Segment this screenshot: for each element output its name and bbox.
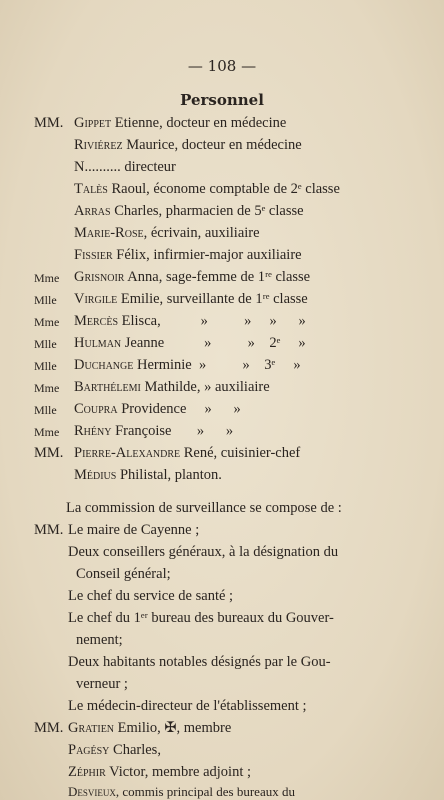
person-name: Duchange (74, 357, 134, 373)
person-name: Grisnoir (74, 269, 125, 285)
person-name: Gratien (68, 720, 115, 736)
line-prefix: Mlle (34, 359, 57, 373)
commission-line: Deux conseillers généraux, à la désignation du (68, 544, 339, 560)
person-detail: Etienne, docteur en médecine (111, 115, 287, 131)
member-entry (68, 784, 295, 800)
person-name: Pierre-Alexandre (74, 445, 181, 461)
personnel-entry (74, 467, 222, 484)
line-prefix: Mme (34, 271, 60, 285)
commission-line: Le maire de Cayenne ; (68, 522, 200, 538)
person-name: Coupra (74, 401, 118, 417)
personnel-entry (74, 225, 260, 242)
commission-intro: La commission de surveillance se compose de : (66, 500, 342, 516)
personnel-entry (74, 181, 340, 198)
person-name: Zéphir (68, 764, 106, 780)
personnel-entry (74, 115, 286, 132)
person-detail: René, cuisinier-chef (180, 445, 301, 461)
person-detail: , commis principal des bureaux du (115, 784, 295, 799)
person-detail: Françoise » » (111, 423, 234, 439)
person-detail: Anna, sage-femme de 1ʳᵉ classe (124, 269, 311, 285)
page-number: — 108 — (187, 57, 257, 75)
commission-line: Le médecin-directeur de l'établissement ; (68, 698, 307, 714)
person-detail: N.......... directeur (74, 159, 176, 175)
personnel-entry (74, 291, 308, 308)
person-name: Arras (74, 203, 111, 219)
person-name: Pagésy (68, 742, 110, 758)
person-name: Desvieux (68, 784, 116, 799)
person-detail: Félix, infirmier-major auxiliaire (112, 247, 302, 263)
line-prefix: Mlle (34, 337, 57, 351)
line-prefix: MM. (34, 720, 64, 736)
person-name: Gippet (74, 115, 112, 131)
person-detail: Herminie » » 3ᵉ » (133, 357, 301, 373)
personnel-entry (74, 335, 306, 352)
line-prefix: Mlle (34, 403, 57, 417)
personnel-entry (74, 379, 270, 396)
person-name: Talès (74, 181, 108, 197)
personnel-entry (74, 247, 302, 264)
member-entry (68, 764, 251, 781)
person-detail: Raoul, économe comptable de 2ᵉ classe (107, 181, 340, 197)
person-detail: Charles, (109, 742, 161, 758)
person-detail: Emilio, ✠, membre (114, 720, 232, 736)
commission-line: Conseil général; (76, 566, 171, 582)
section-heading: Personnel (180, 91, 264, 109)
personnel-entry (74, 445, 300, 462)
line-prefix: Mlle (34, 293, 57, 307)
personnel-entry (74, 313, 306, 330)
person-detail: , écrivain, auxiliaire (143, 225, 260, 241)
commission-line: Le chef du 1ᵉʳ bureau des bureaux du Gouver- (68, 610, 334, 626)
person-detail: Jeanne » » 2ᵉ » (121, 335, 306, 351)
person-name: Médius (74, 467, 117, 483)
commission-line: nement; (76, 632, 123, 648)
line-prefix: Mme (34, 425, 60, 439)
person-detail: Mathilde, » auxiliaire (140, 379, 270, 395)
line-prefix: MM. (34, 522, 64, 538)
person-detail: Emilie, surveillante de 1ʳᵉ classe (117, 291, 308, 307)
personnel-entry (74, 269, 310, 286)
person-detail: Providence » » (117, 401, 241, 417)
commission-line: verneur ; (76, 676, 128, 692)
line-prefix: MM. (34, 445, 64, 461)
person-name: Virgile (74, 291, 118, 307)
person-name: Rhény (74, 423, 112, 439)
member-entry (68, 720, 231, 737)
person-detail: Victor, membre adjoint ; (105, 764, 252, 780)
person-name: Fissier (74, 247, 113, 263)
personnel-entry (74, 159, 176, 176)
personnel-entry (74, 137, 302, 154)
person-name: Mercès (74, 313, 119, 329)
personnel-entry (74, 423, 233, 440)
line-prefix: Mme (34, 315, 60, 329)
commission-line: Deux habitants notables désignés par le Gou- (68, 654, 331, 670)
person-detail: Philistal, planton. (116, 467, 222, 483)
person-detail: Elisca, » » » » (118, 313, 306, 329)
person-detail: Maurice, docteur en médecine (122, 137, 302, 153)
person-name: Marie-Rose (74, 225, 144, 241)
personnel-entry (74, 401, 241, 418)
personnel-entry (74, 357, 301, 374)
commission-line: Le chef du service de santé ; (68, 588, 234, 604)
person-detail: Charles, pharmacien de 5ᵉ classe (110, 203, 304, 219)
personnel-entry (74, 203, 304, 220)
person-name: Riviérez (74, 137, 123, 153)
person-name: Barthélemi (74, 379, 141, 395)
person-name: Hulman (74, 335, 122, 351)
line-prefix: Mme (34, 381, 60, 395)
line-prefix: MM. (34, 115, 64, 131)
member-entry (68, 742, 161, 759)
